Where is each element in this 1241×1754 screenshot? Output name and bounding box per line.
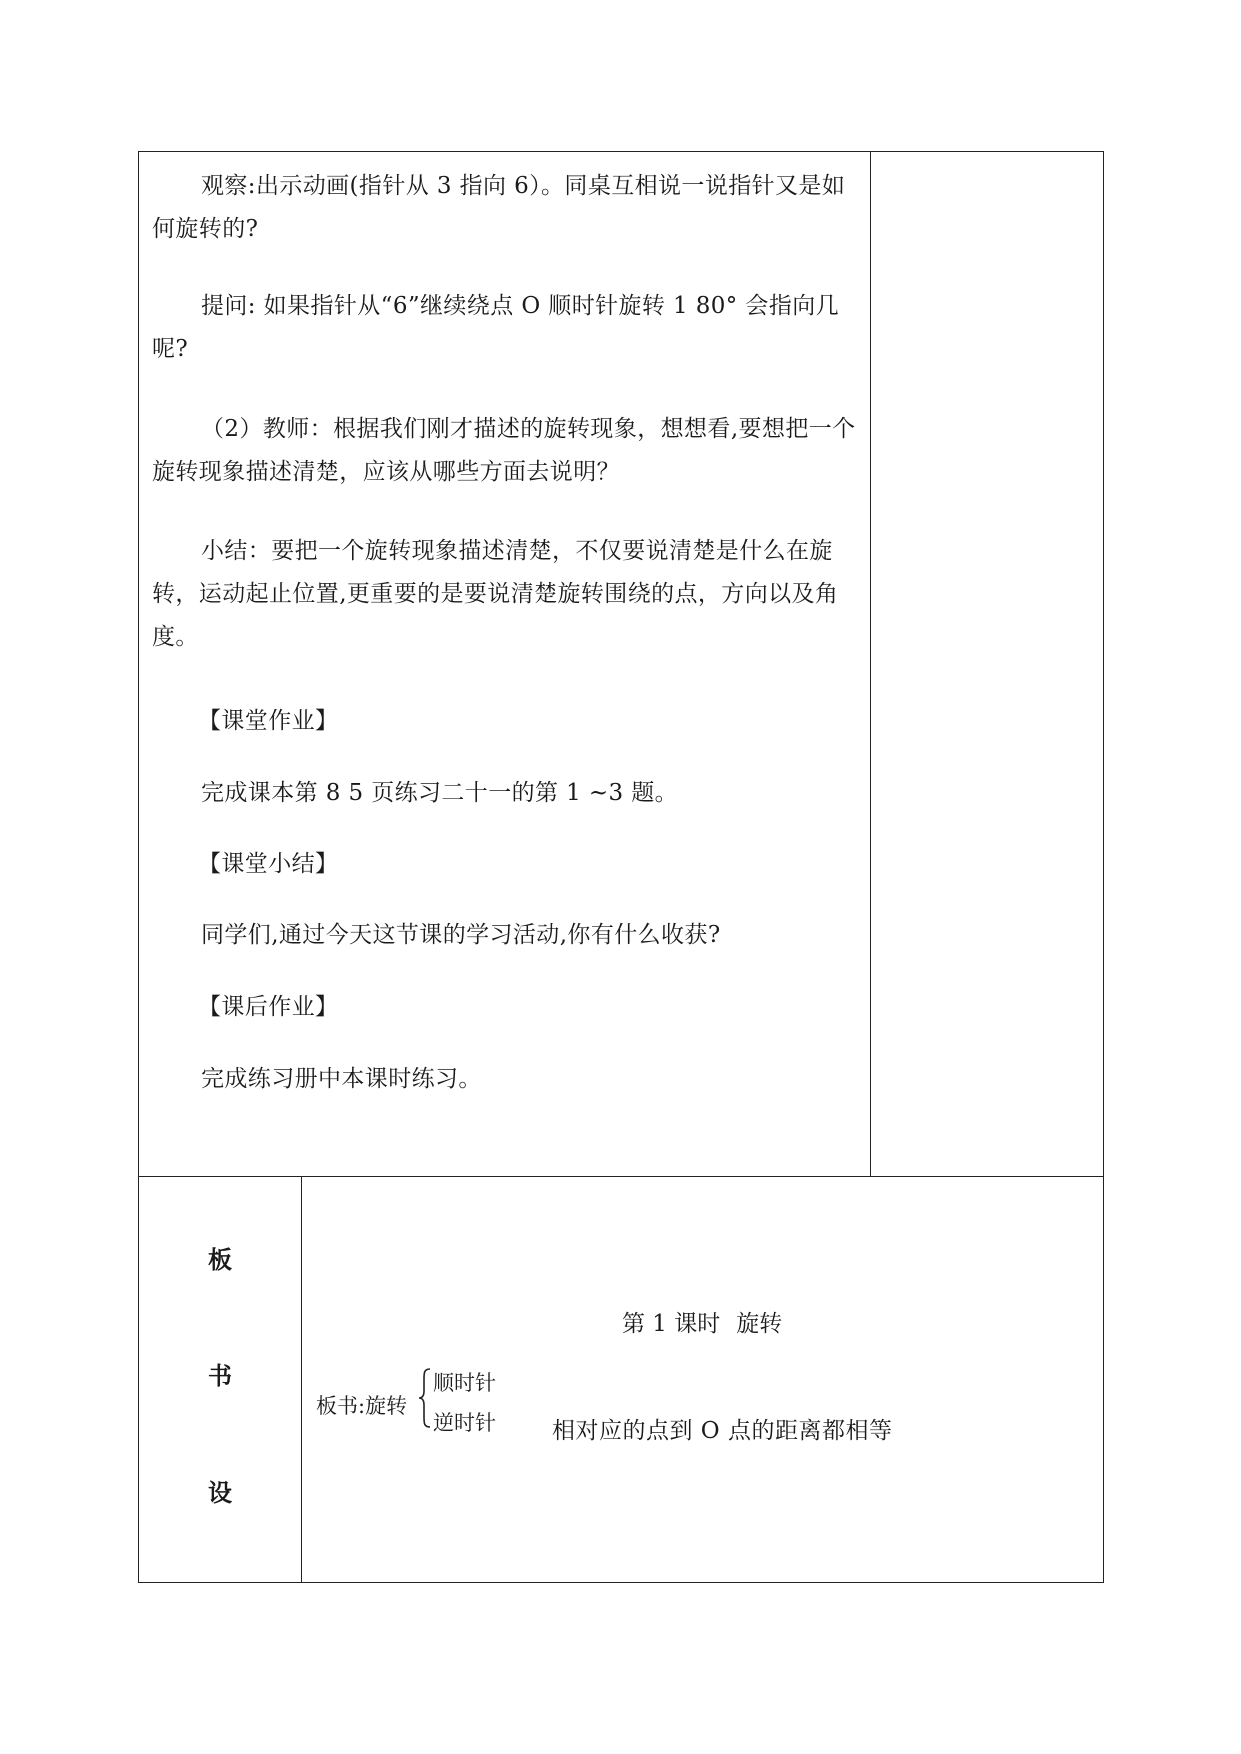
classwork-text: 完成课本第 8 5 页练习二十一的第 1 ~3 题。 — [201, 780, 679, 806]
teacher-paragraph: （2）教师：根据我们刚才描述的旋转现象，想想看,要想把一个旋转现象描述清楚，应该从哪些方面去说明？ — [152, 416, 856, 485]
classwork-heading: 【课堂作业】 — [198, 708, 339, 734]
board-title — [622, 1305, 798, 1338]
class-summary-heading: 【课堂小结】 — [198, 851, 339, 877]
summary-paragraph: 小结：要把一个旋转现象描述清楚，不仅要说清楚是什么在旋转，运动起止位置,更重要的是要说清楚旋转围绕的点，方向以及角度。 — [152, 538, 839, 650]
board-design-label-char-1: 板 — [208, 1246, 232, 1274]
board-note: 相对应的点到 O 点的距离都相等 — [552, 1418, 893, 1444]
observe-paragraph: 观察:出示动画(指针从 3 指向 6）。同桌互相说一说指针又是如何旋转的? — [152, 173, 846, 242]
board-title-lesson: 第 1 课时 — [622, 1311, 721, 1337]
board-branch-clockwise: 顺时针 — [433, 1371, 496, 1395]
board-lead: 板书:旋转 — [316, 1394, 408, 1418]
homework-text: 完成练习册中本课时练习。 — [201, 1066, 482, 1092]
question-paragraph: 提问: 如果指针从“6”继续绕点 O 顺时针旋转 1 80° 会指向几呢? — [152, 293, 840, 362]
table-divider-right-column — [870, 151, 871, 1177]
board-design-label-char-3: 设 — [208, 1479, 232, 1507]
board-branch-counterclockwise: 逆时针 — [433, 1411, 496, 1435]
class-summary-text: 同学们,通过今天这节课的学习活动,你有什么收获? — [201, 922, 721, 948]
board-design-label-char-2: 书 — [208, 1362, 232, 1390]
table-divider-label-column — [301, 1176, 302, 1583]
homework-heading: 【课后作业】 — [198, 994, 339, 1020]
table-row-divider — [138, 1176, 1104, 1177]
curly-brace-icon — [418, 1367, 432, 1429]
board-title-topic: 旋转 — [736, 1311, 783, 1337]
